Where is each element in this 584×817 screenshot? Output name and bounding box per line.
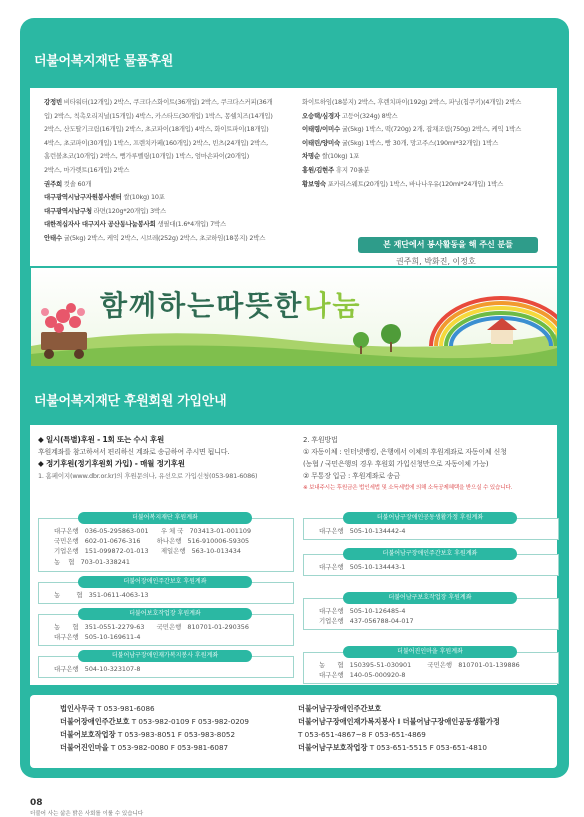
phone-fax: T 053-651-5515 F 053-651-4810 [367, 743, 487, 752]
text-line [44, 218, 306, 232]
text-line [38, 434, 298, 446]
contact-line [298, 742, 487, 754]
account-caption: 더불어장애인주간보호 후원계좌 [78, 576, 252, 588]
contact-line [298, 729, 426, 741]
page-number: 08 [30, 798, 43, 808]
line-text: 후원계좌를 참고하셔서 편리하신 계좌로 송금하여 주시면 됩니다. [38, 448, 230, 456]
text-line [303, 482, 557, 494]
text-line [44, 150, 306, 164]
text-line [44, 178, 306, 192]
membership-info-left [38, 434, 298, 482]
line-text: 쌀(10kg) 10포 [121, 193, 165, 202]
donation-list-right [302, 96, 557, 191]
text-line [302, 110, 557, 124]
line-text: 2박스, 마가렛트(16개입) 2박스 [44, 165, 130, 174]
text-line [302, 123, 557, 137]
line-text: 비타워터(12개입) 2박스, 쿠크다스화이트(36개입) 2박스, 쿠크다스커피(36개 [61, 98, 273, 106]
slogan-accent: 나눔 [303, 289, 362, 322]
donor-name: 강정빈 [44, 98, 62, 106]
line-text: 귤(5kg) 1박스, 빵 30개, 망고주스(190ml*32개입) 1박스 [339, 138, 499, 147]
section-title-membership: 더불어복지재단 후원회원 가입안내 [34, 394, 227, 409]
donor-name: 안태수 [44, 233, 62, 242]
facility-name: 더불어진인마을 [60, 743, 109, 752]
line-text: 입) 2박스, 칙촉오리지널(15개입) 4박스, 카스타드(30개입) 1박스, 몽쉘치즈(14개입) [44, 111, 273, 120]
page-footer-slogan: 더불어 사는 삶은 밝은 사회를 이룰 수 있습니다 [30, 811, 144, 817]
text-line [44, 123, 306, 137]
line-text: 쌀(10kg) 1포 [319, 152, 360, 161]
contact-line [298, 716, 500, 728]
text-line [44, 164, 306, 178]
donor-name: 오승택/심경자 [302, 111, 340, 120]
text-line [38, 470, 298, 482]
line-text: ※ 보내주시는 후원금은 법인세법 및 소득세법에 의해 소득공제혜택을 받으실 수 있습니다. [303, 485, 513, 491]
contact-line [60, 716, 249, 728]
line-text: 1. 홈페이지(www.dbr.or.kr)의 후원문의나, 유선으로 가입신청(053-981-6086) [38, 472, 258, 480]
donation-list-left [44, 96, 306, 246]
text-line [303, 434, 557, 446]
line-text: 2박스, 산도딸기크림(16개입) 2박스, 초코파이(18개입) 4박스, 화이트파이(18개입) [44, 125, 269, 134]
phone-fax: T 053-651-4867~8 F 053-651-4869 [298, 730, 426, 739]
contact-line [60, 742, 228, 754]
line-text: 2. 후원방법 [303, 436, 338, 444]
account-caption: 더불어복지재단 후원계좌 [78, 512, 252, 524]
line-text: 4박스, 초코파이(30개입) 1박스, 프렌치카페(160개입) 2박스, 빈츠(24개입) 2박스, [44, 138, 268, 147]
line-text: ◆ 일시(특별)후원 - 1회 또는 수시 후원 [38, 435, 165, 444]
text-line [44, 137, 306, 151]
donor-name: 대구광역시남구청 [44, 206, 92, 215]
account-numbers: 대구은행 505-10-134442-4 [319, 527, 406, 535]
line-text: ◆ 정기후원(정기후원회 가입) - 매월 정기후원 [38, 459, 185, 468]
account-caption: 더불어남구장애인주간보호 후원계좌 [343, 548, 517, 560]
text-line [303, 470, 557, 482]
account-numbers: 대구은행 504-10-323107-8 [54, 665, 141, 673]
phone-fax: T 053-982-0109 F 053-982-0209 [129, 717, 249, 726]
line-text: 라면(120g*20개입) 3박스 [91, 206, 166, 215]
contact-line [60, 703, 155, 715]
account-numbers: 농 협 150395-51-030901 국민은행 810701-01-139886 대구은행 140-05-000920-8 [319, 661, 520, 680]
contact-line [298, 703, 381, 715]
line-text: 컷솔 60개 [61, 179, 92, 188]
line-text: ① 자동이체 : 인터넷뱅킹, 은행에서 이체의 후원계좌로 자동이체 신청 [303, 448, 507, 456]
account-caption: 더불어보호작업장 후원계좌 [78, 608, 252, 620]
phone-fax: T 053-982-0080 F 053-981-6087 [108, 743, 229, 752]
phone-fax: T 053-981-6086 [94, 704, 155, 713]
donor-name: 권주희 [44, 179, 62, 188]
volunteer-heading: 본 재단에서 봉사활동을 해 주신 분들 [358, 237, 538, 253]
facility-name: 법인사무국 [60, 704, 95, 713]
facility-name: 더불어장애인주간보호 [60, 717, 130, 726]
slogan-main: 함께하는따뜻한 [100, 289, 304, 322]
membership-info-right [303, 434, 557, 494]
slogan-text [100, 284, 361, 324]
text-line [303, 446, 557, 458]
account-numbers: 농 협 351-0551-2279-63 국민은행 810701-01-290356 대구은행 505-10-169611-4 [54, 623, 249, 642]
text-line [44, 110, 306, 124]
line-text: 고등어(324g) 8박스 [339, 111, 398, 120]
volunteer-names: 권주희, 박화진, 이정호 [396, 257, 476, 266]
text-line [44, 191, 306, 205]
account-numbers: 대구은행 505-10-126485-4 기업은행 437-056788-04-017 [319, 607, 414, 626]
facility-name: 더불어남구장애인재가복지봉사 l 더불어남구장애인공동생활가정 [298, 717, 500, 726]
donor-name: 대구광역시남구자원봉사센터 [44, 193, 122, 202]
text-line [302, 178, 557, 192]
donor-name: 홍원/김현주 [302, 165, 335, 174]
donor-name: 이태린/양미숙 [302, 138, 340, 147]
section-header-membership [20, 378, 569, 418]
text-line [302, 137, 557, 151]
section-header-donation [20, 38, 569, 78]
donor-name: 황보영숙 [302, 179, 326, 188]
facility-name: 더불어보호작업장 [60, 730, 116, 739]
account-caption: 더불어남구장애인공동생활가정 후원계좌 [343, 512, 517, 524]
text-line [44, 232, 306, 246]
text-line [44, 96, 306, 110]
account-caption: 더불어진인마을 후원계좌 [343, 646, 517, 658]
text-line [44, 205, 306, 219]
text-line [302, 150, 557, 164]
account-numbers: 농 협 351-0611-4063-13 [54, 591, 149, 599]
facility-name: 더불어남구장애인주간보호 [298, 704, 382, 713]
account-numbers: 대구은행 036-05-295863-001 우 체 국 703413-01-001109 국민은행 602-01-0676-316 하나은행 516-910006-59305 기업은행 151-099872-01-013 제일은행 563-10-013434 농 협 703-01-338241 [54, 527, 252, 566]
account-caption: 더불어남구장애인재가복지봉사 후원계좌 [78, 650, 252, 662]
phone-fax: T 053-983-8051 F 053-983-8052 [115, 730, 236, 739]
section-title-donation: 더불어복지재단 물품후원 [34, 54, 174, 69]
donor-name: 대한적십자사 대구지사 공산동나눔봉사회 [44, 220, 156, 229]
account-caption: 더불어남구보호작업장 후원계좌 [343, 592, 517, 604]
line-text: 생필대(1.6*4개입) 7박스 [155, 220, 226, 229]
line-text: 화이트하임(18봉지) 2박스, 후렌치파이(192g) 2박스, 파닝(칩쿠키)(4개입) 2박스 [302, 98, 522, 106]
line-text: (농협 / 국민은행의 경우 후원회 가입신청만으로 자동이체 가능) [303, 460, 489, 468]
text-line [38, 458, 298, 470]
text-line [302, 164, 557, 178]
line-text: 휴지 70롤분 [334, 165, 370, 174]
account-numbers: 대구은행 505-10-134443-1 [319, 563, 406, 571]
facility-name: 더불어남구보호작업장 [298, 743, 368, 752]
donor-name: 이태령/이미수 [302, 125, 340, 134]
line-text: 홈런볼초코(10개입) 2박스, 뻥가루벨링(10개입) 1박스, 엄마손파이(20개입) [44, 152, 250, 161]
line-text: 귤(5kg) 1박스, 떡(720g) 2개, 잡채조림(750g) 2박스, 케익 1박스 [339, 125, 522, 134]
line-text: ② 무통장 입금 : 후원계좌로 송금 [303, 472, 401, 480]
line-text: 귤(5kg) 2박스, 케익 2박스, 시브레(252g) 2박스, 초코하임(18봉지) 2박스 [61, 233, 266, 242]
text-line [302, 96, 557, 110]
line-text: 포카리스웨트(20개입) 1박스, 바나나우유(120ml*24개입) 1박스 [325, 179, 504, 188]
contact-line [60, 729, 235, 741]
text-line [38, 446, 298, 458]
donor-name: 차명순 [302, 152, 320, 161]
text-line [303, 458, 557, 470]
